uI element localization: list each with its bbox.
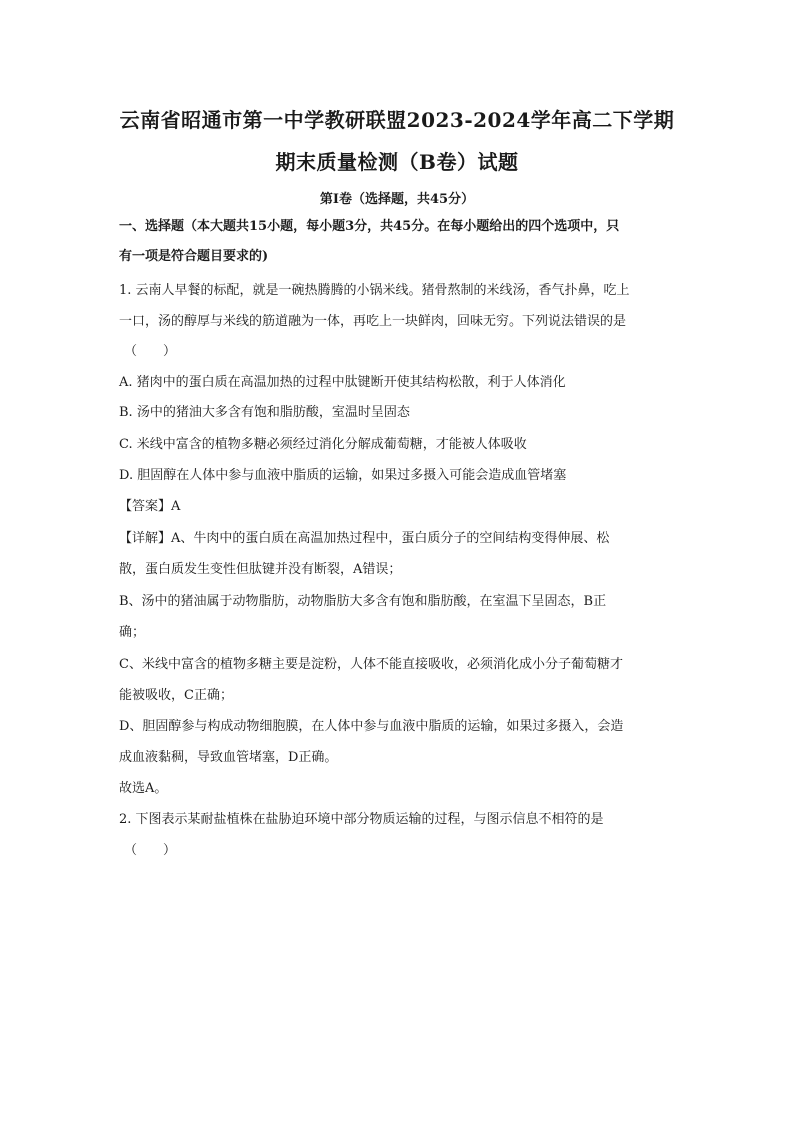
section-heading: 第Ⅰ卷（选择题，共45分）: [319, 192, 475, 207]
q1-conclusion: 故选A。: [119, 781, 168, 796]
document-title-line1: 云南省昭通市第一中学教研联盟2023-2024学年高二下学期: [119, 108, 675, 132]
q1-option-c: C. 米线中富含的植物多糖必须经过消化分解成葡萄糖，才能被人体吸收: [119, 437, 527, 452]
q1-detail-line6: 能被吸收，C正确；: [119, 688, 233, 703]
q1-detail-line4: 确；: [119, 625, 146, 640]
q1-option-a: A. 猪肉中的蛋白质在高温加热的过程中肽键断开使其结构松散，利于人体消化: [119, 375, 566, 390]
document-title-line2: 期末质量检测（B卷）试题: [275, 150, 519, 174]
q1-answer: 【答案】A: [119, 499, 181, 514]
q1-detail-line1: 【详解】A、牛肉中的蛋白质在高温加热过程中，蛋白质分子的空间结构变得伸展、松: [119, 531, 610, 546]
q1-stem-line3: （ ）: [124, 344, 177, 359]
q1-detail-line8: 成血液黏稠，导致血管堵塞，D正确。: [119, 750, 338, 765]
q1-stem-line2: 一口，汤的醇厚与米线的筋道融为一体，再吃上一块鲜肉，回味无穷。下列说法错误的是: [119, 314, 627, 329]
q1-detail-line2: 散，蛋白质发生变性但肽键并没有断裂，A错误；: [119, 562, 402, 577]
q1-option-d: D. 胆固醇在人体中参与血液中脂质的运输，如果过多摄入可能会造成血管堵塞: [119, 468, 567, 483]
q1-detail-line7: D、胆固醇参与构成动物细胞膜，在人体中参与血液中脂质的运输，如果过多摄入，会造: [119, 719, 624, 734]
q1-detail-line3: B、汤中的猪油属于动物脂肪，动物脂肪大多含有饱和脂肪酸，在室温下呈固态，B正: [119, 594, 607, 609]
q1-stem-line1: 1. 云南人早餐的标配，就是一碗热腾腾的小锅米线。猪骨熬制的米线汤，香气扑鼻，吃上: [119, 283, 630, 298]
q1-option-b: B. 汤中的猪油大多含有饱和脂肪酸，室温时呈固态: [119, 405, 410, 420]
q1-detail-line5: C、米线中富含的植物多糖主要是淀粉，人体不能直接吸收，必须消化成小分子葡萄糖才: [119, 657, 623, 672]
q2-stem-line2: （ ）: [124, 843, 177, 858]
instructions-line1: 一、选择题（本大题共15小题，每小题3分，共45分。在每小题给出的四个选项中，只: [119, 219, 620, 234]
q2-stem-line1: 2. 下图表示某耐盐植株在盐胁迫环境中部分物质运输的过程，与图示信息不相符的是: [119, 812, 604, 827]
instructions-line2: 有一项是符合题目要求的): [119, 249, 269, 264]
